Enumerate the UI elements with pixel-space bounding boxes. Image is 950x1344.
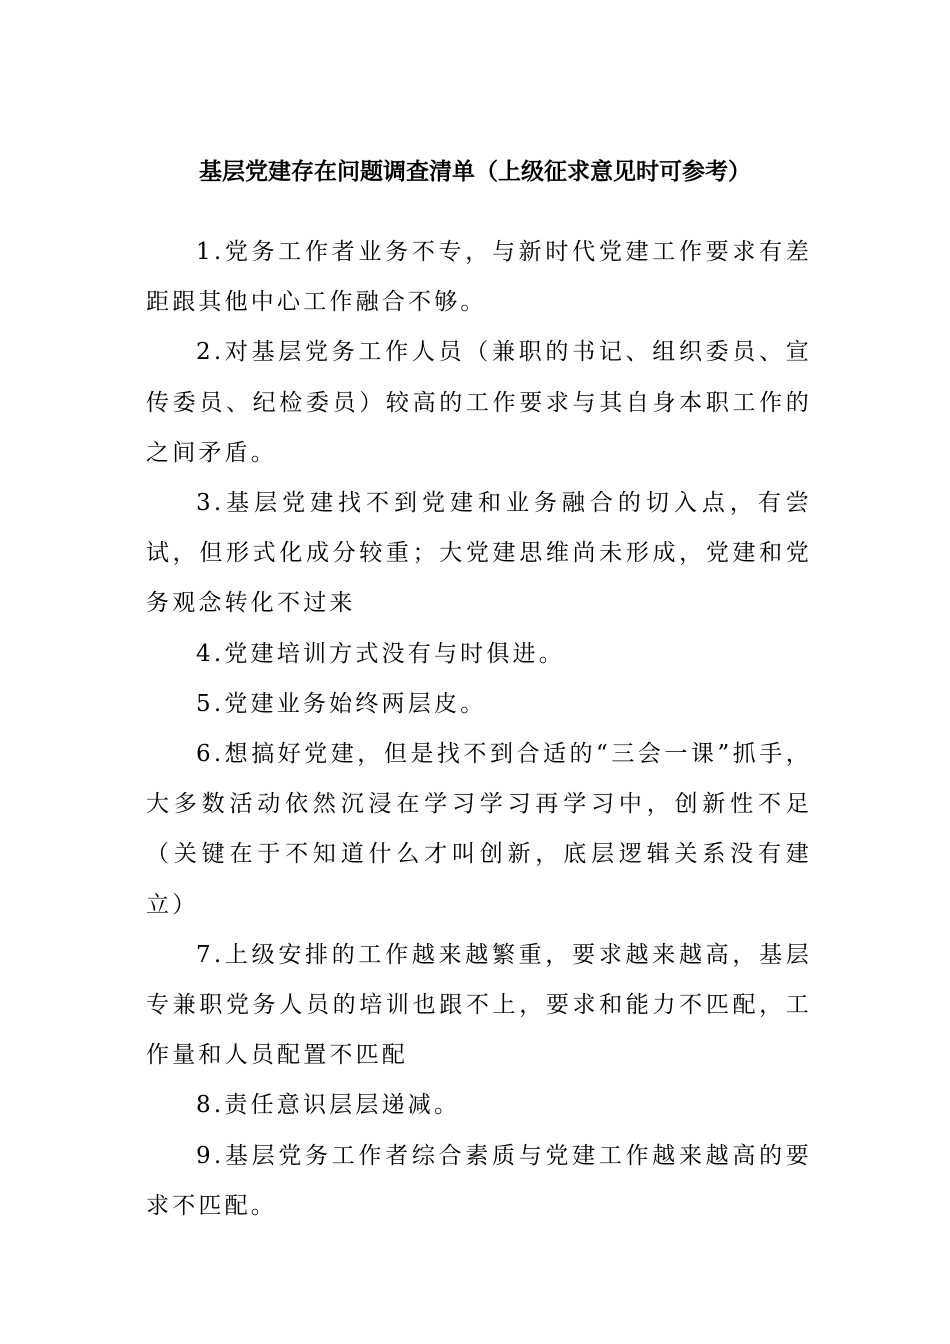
list-item: 6.想搞好党建，但是找不到合适的“三会一课”抓手，大多数活动依然沉浸在学习学习再学习中，创新性不足（关键在于不知道什么才叫创新，底层逻辑关系没有建立） bbox=[146, 741, 812, 918]
list-item: 4.党建培训方式没有与时俱进。 bbox=[196, 640, 565, 667]
list-item: 9.基层党务工作者综合素质与党建工作越来越高的要求不匹配。 bbox=[146, 1142, 812, 1219]
list-item: 7.上级安排的工作越来越繁重，要求越来越高，基层专兼职党务人员的培训也跟不上，要求和能力不匹配，工作量和人员配置不匹配 bbox=[146, 941, 812, 1069]
list-item: 8.责任意识层层递减。 bbox=[196, 1092, 461, 1119]
list-item: 1.党务工作者业务不专，与新时代党建工作要求有差距跟其他中心工作融合不够。 bbox=[146, 239, 812, 316]
list-item: 5.党建业务始终两层皮。 bbox=[196, 690, 487, 717]
document-title: 基层党建存在问题调查清单（上级征求意见时可参考） bbox=[199, 159, 751, 185]
list-item: 2.对基层党务工作人员（兼职的书记、组织委员、宣传委员、纪检委员）较高的工作要求与其自身本职工作的之间矛盾。 bbox=[146, 339, 812, 466]
document-body bbox=[146, 227, 812, 1231]
list-item: 3.基层党建找不到党建和业务融合的切入点，有尝试，但形式化成分较重；大党建思维尚未形成，党建和党务观念转化不过来 bbox=[146, 490, 812, 617]
